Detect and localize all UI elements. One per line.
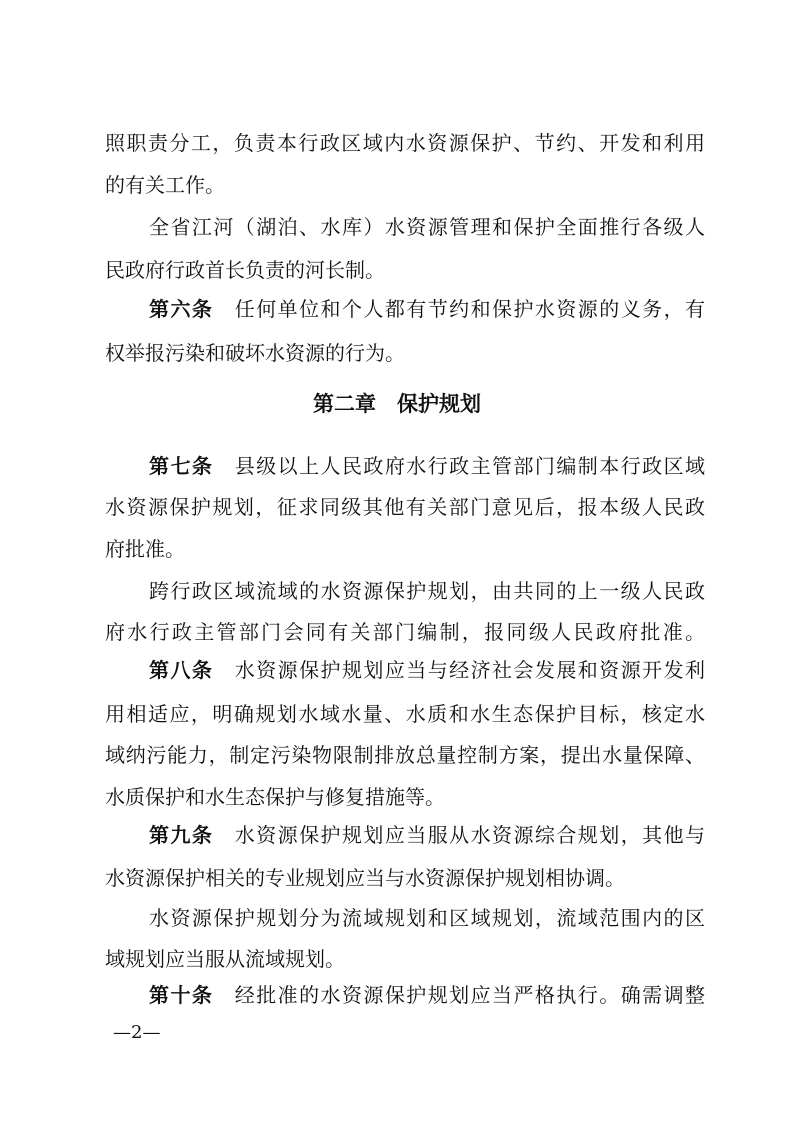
article-10-line — [149, 981, 705, 1009]
paragraph-line: 域纳污能力，制定污染物限制排放总量控制方案，提出水量保障、 — [105, 743, 705, 767]
article-7-line — [149, 452, 705, 480]
article-body: 经批准的水资源保护规划应当严格执行。确需调整 — [233, 983, 706, 1007]
page-number: —2— — [113, 1022, 161, 1043]
paragraph-line: 水资源保护规划，征求同级其他有关部门意见后，报本级人民政 — [105, 495, 705, 519]
article-heading: 第六条 — [149, 297, 214, 321]
article-body: 水资源保护规划应当服从水资源综合规划，其他与 — [233, 823, 706, 847]
article-9-line — [149, 821, 705, 849]
article-heading: 第八条 — [149, 658, 214, 682]
article-body: 任何单位和个人都有节约和保护水资源的义务，有 — [233, 297, 706, 321]
paragraph-line: 全省江河（湖泊、水库）水资源管理和保护全面推行各级人 — [149, 215, 705, 239]
article-8-line — [149, 656, 705, 684]
paragraph-line: 的有关工作。 — [105, 173, 225, 197]
chapter-title: 第二章 保护规划 — [313, 392, 481, 416]
paragraph-line: 府批准。 — [105, 537, 185, 561]
article-heading: 第七条 — [149, 454, 214, 478]
paragraph-line: 域规划应当服从流域规划。 — [105, 947, 345, 971]
paragraph-line: 照职责分工，负责本行政区域内水资源保护、节约、开发和利用 — [105, 131, 705, 155]
article-heading: 第十条 — [149, 983, 214, 1007]
paragraph-line: 水质保护和水生态保护与修复措施等。 — [105, 785, 445, 809]
paragraph-line: 民政府行政首长负责的河长制。 — [105, 258, 385, 282]
paragraph-line: 水资源保护规划分为流域规划和区域规划，流域范围内的区 — [149, 906, 705, 930]
paragraph-line: 跨行政区域流域的水资源保护规划，由共同的上一级人民政 — [149, 579, 705, 603]
paragraph-line: 水资源保护相关的专业规划应当与水资源保护规划相协调。 — [105, 866, 625, 890]
paragraph-line: 权举报污染和破坏水资源的行为。 — [105, 341, 405, 365]
article-body: 水资源保护规划应当与经济社会发展和资源开发利 — [233, 658, 706, 682]
paragraph-line: 用相适应，明确规划水域水量、水质和水生态保护目标，核定水 — [105, 702, 705, 726]
paragraph-line: 府水行政主管部门会同有关部门编制，报同级人民政府批准。 — [105, 620, 705, 644]
article-heading: 第九条 — [149, 823, 214, 847]
article-6-line — [149, 295, 705, 323]
article-body: 县级以上人民政府水行政主管部门编制本行政区域 — [233, 454, 706, 478]
